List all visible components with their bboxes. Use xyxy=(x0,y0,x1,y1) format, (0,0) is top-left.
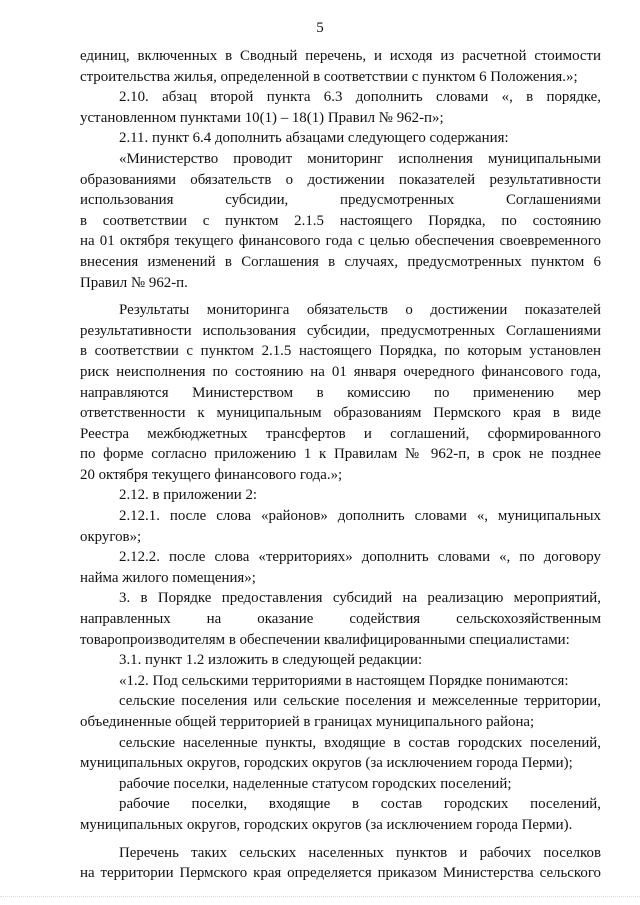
text-line: муниципальных округов, городских округов (за исключением города Перми). xyxy=(80,816,573,833)
text-line: товаропроизводителям в обеспечении квалифицированными специалистами: xyxy=(80,631,570,648)
text-line: 20 октября текущего финансового года.»; xyxy=(80,466,343,483)
text-line: единиц, включенных в Сводный перечень, и исходя из расчетной стоимости xyxy=(80,48,601,64)
scan-edge xyxy=(0,896,640,905)
text-line: 2.12.2. после слова «территориях» дополнить словами «, по договору xyxy=(119,549,601,566)
text-line: в соответствии с пунктом 2.1.5 настоящего Порядка, по состоянию xyxy=(80,212,601,229)
text-line: внесения изменений в Соглашения в случаях, предусмотренных пунктом 6 xyxy=(80,253,601,270)
text-line: ответственности к муниципальным образованиям Пермского края в виде xyxy=(80,405,601,422)
text-line: направляются Министерством в комиссию по применению мер xyxy=(80,384,601,401)
text-line: 2.10. абзац второй пункта 6.3 дополнить словами «, в порядке, xyxy=(119,89,601,106)
document-body xyxy=(80,46,601,884)
text-line: на территории Пермского края определяется приказом Министерства сельского xyxy=(80,865,601,882)
text-line: 3. в Порядке предоставления субсидий на реализацию мероприятий, xyxy=(119,590,601,607)
text-line: использования субсидии, предусмотренных Соглашениями xyxy=(80,192,601,209)
text-line: по форме согласно приложению 1 к Правилам № 962-п, в срок не позднее xyxy=(80,446,601,463)
text-line: 2.12. в приложении 2: xyxy=(119,487,258,504)
text-line: «1.2. Под сельскими территориями в настоящем Порядке понимаются: xyxy=(119,672,569,689)
page-number: 5 xyxy=(316,20,324,36)
text-line: Перечень таких сельских населенных пунктов и рабочих поселков xyxy=(119,844,601,861)
text-line: Правил № 962-п. xyxy=(80,274,188,291)
text-line: риск неисполнения по состоянию на 01 января очередного финансового года, xyxy=(80,363,601,380)
text-line: рабочие поселки, входящие в состав городских поселений, xyxy=(119,796,601,813)
text-line: 2.11. пункт 6.4 дополнить абзацами следующего содержания: xyxy=(119,130,509,147)
text-line: найма жилого помещения»; xyxy=(80,569,256,586)
text-line: объединенные общей территорией в границах муниципального района; xyxy=(80,714,535,730)
text-line: 2.12.1. после слова «районов» дополнить словами «, муниципальных xyxy=(119,508,601,525)
text-line: установленном пунктами 10(1) – 18(1) Правил № 962-п»; xyxy=(80,109,444,126)
text-line: направленных на оказание содействия сельскохозяйственным xyxy=(80,611,601,628)
text-line: сельские населенные пункты, входящие в состав городских поселений, xyxy=(119,734,601,751)
text-line: Результаты мониторинга обязательств о достижении показателей xyxy=(119,302,601,319)
text-line: сельские поселения или сельские поселения и межселенные территории, xyxy=(119,693,601,710)
text-line: 3.1. пункт 1.2 изложить в следующей редакции: xyxy=(119,652,423,669)
text-line: округов»; xyxy=(80,528,142,545)
text-line: муниципальных округов, городских округов (за исключением города Перми); xyxy=(80,755,573,772)
text-line: в соответствии с пунктом 2.1.5 настоящего Порядка, по которым установлен xyxy=(80,343,601,360)
text-line: образованиями обязательств о достижении показателей результативности xyxy=(80,171,601,188)
text-line: результативности использования субсидии, предусмотренных Соглашениями xyxy=(80,322,601,339)
text-line: «Министерство проводит мониторинг исполнения муниципальными xyxy=(119,150,601,167)
text-line: строительства жилья, определенной в соответствии с пунктом 6 Положения.»; xyxy=(80,68,578,85)
text-line: рабочие поселки, наделенные статусом городских поселений; xyxy=(119,775,512,792)
text-line: Реестра межбюджетных трансфертов и соглашений, сформированного xyxy=(80,425,601,442)
text-line: на 01 октября текущего финансового года с целью обеспечения своевременного xyxy=(80,233,601,250)
